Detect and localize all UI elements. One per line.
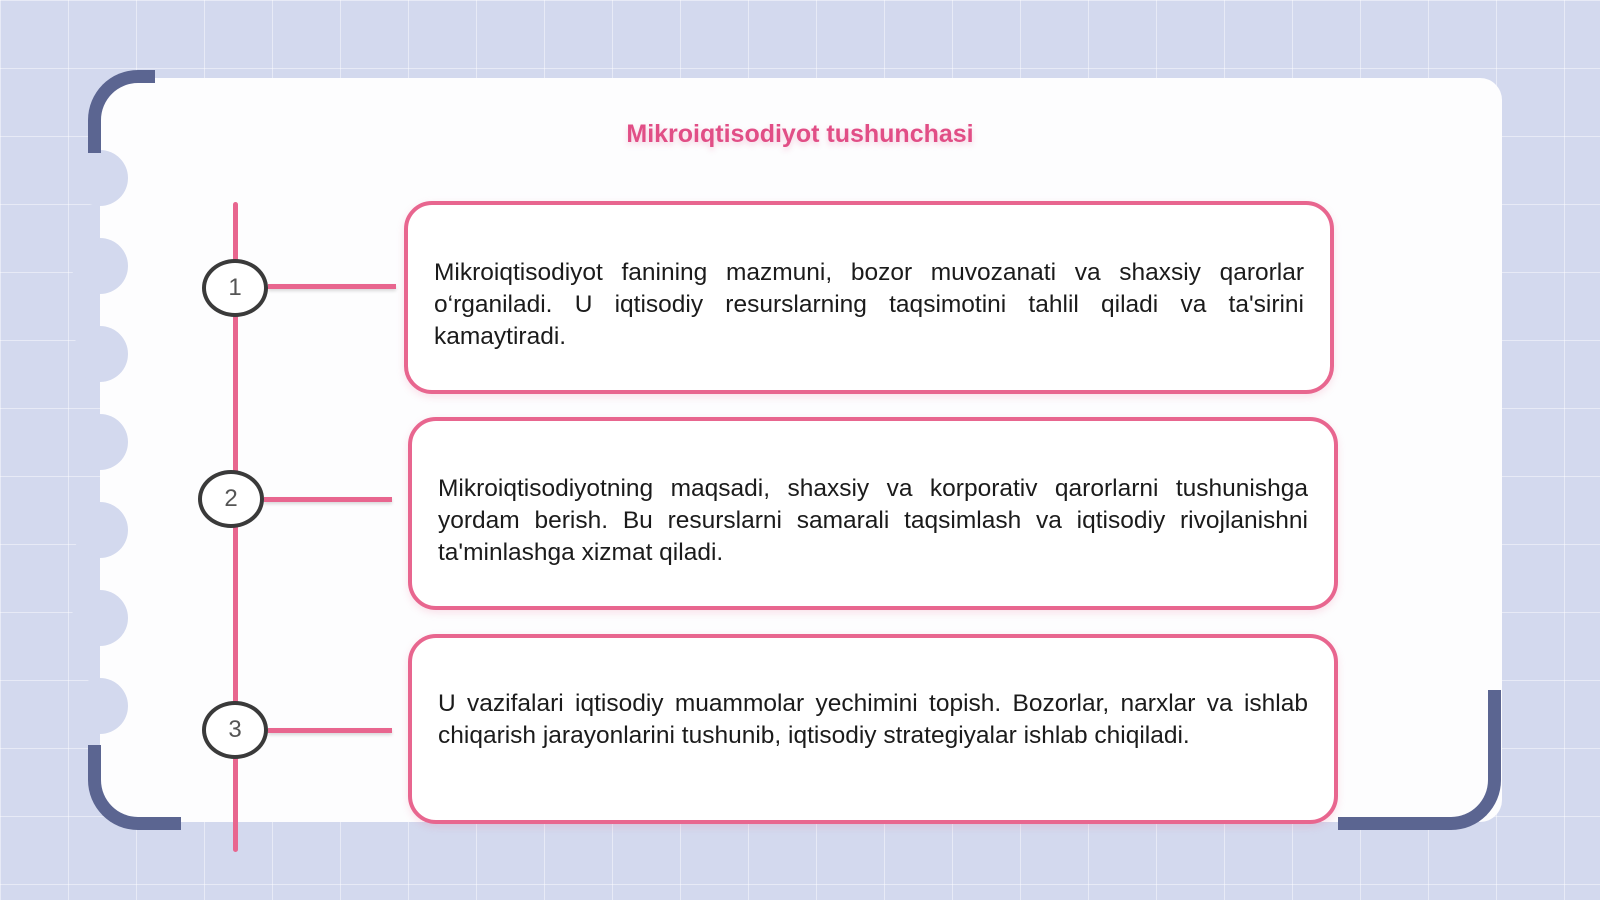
timeline-node-3: 3 [202,701,268,759]
timeline-connector-1 [268,284,396,289]
paper-scallop [72,326,128,382]
content-card-2 [408,417,1338,610]
paper-scallop [72,502,128,558]
timeline-node-1: 1 [202,259,268,317]
corner-bracket-bottom-left [88,745,181,830]
corner-bracket-top-left [88,70,155,153]
paper-scallop [72,150,128,206]
slide-title: Mikroiqtisodiyot tushunchasi [626,120,974,148]
corner-bracket-bottom-right [1338,690,1501,830]
content-card-3 [408,634,1338,824]
paper-scallop [72,590,128,646]
content-card-1 [404,201,1334,394]
paper-scallop [72,678,128,734]
card-1-text: Mikroiqtisodiyot fanining mazmuni, bozor muvozanati va shaxsiy qarorlar o‘rganiladi. U iqtisodiy resurslarning taqsimotini tahlil qiladi va ta'sirini kamaytiradi. [434,259,1304,350]
paper-scallop [72,414,128,470]
timeline-connector-3 [268,728,392,733]
card-3-text: U vazifalari iqtisodiy muammolar yechimini topish. Bozorlar, narxlar va ishlab chiqarish jarayonlarini tushunib, iqtisodiy strategiyalar ishlab chiqiladi. [438,690,1308,749]
timeline-connector-2 [264,497,392,502]
paper-scallop [72,238,128,294]
timeline-node-2: 2 [198,470,264,528]
card-2-text: Mikroiqtisodiyotning maqsadi, shaxsiy va korporativ qarorlarni tushunishga yordam berish. Bu resurslarni samarali taqsimlash va iqtisodiy rivojlanishni ta'minlashga xizmat qiladi. [438,475,1308,566]
